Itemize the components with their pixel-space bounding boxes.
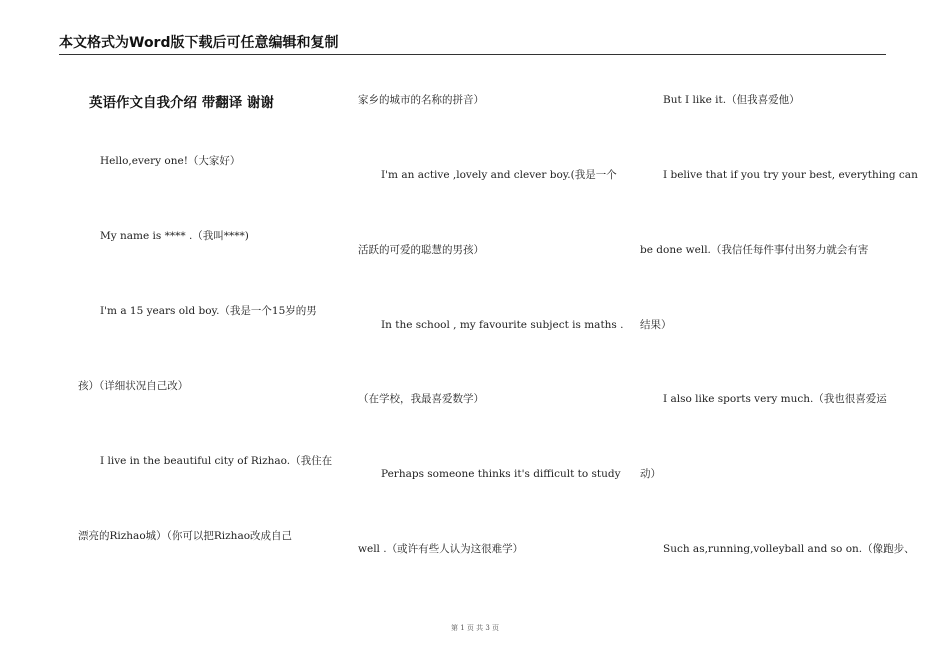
- col2-line: 活跃的可爱的聪慧的男孩）: [358, 244, 484, 256]
- col3-line: But I like it.（但我喜爱他）: [663, 94, 800, 106]
- col2-line: well .（或许有些人认为这很难学）: [358, 543, 524, 555]
- col2-line: I'm an active ,lovely and clever boy.(我是一个: [381, 169, 617, 181]
- col1-line: I live in the beautiful city of Rizhao.（我住在: [100, 455, 333, 467]
- col2-line: 家乡的城市的名称的拼音）: [358, 94, 484, 106]
- col3-line: be done well.（我信任每件事付出努力就会有害: [640, 244, 869, 256]
- col3-line: 结果）: [640, 319, 672, 331]
- document-title: 英语作文自我介绍 带翻译 谢谢: [89, 95, 274, 111]
- header-title: 本文格式为Word版下载后可任意编辑和复制: [59, 35, 339, 51]
- col1-line: My name is **** .（我叫****): [100, 230, 249, 242]
- col1-line: 漂亮的Rizhao城）（你可以把Rizhao改成自己: [78, 530, 293, 542]
- col1-line: I'm a 15 years old boy.（我是一个15岁的男: [100, 305, 317, 317]
- col2-line: （在学校，我最喜爱数学）: [358, 393, 484, 405]
- col3-line: I also like sports very much.（我也很喜爱运: [663, 393, 887, 405]
- col2-line: Perhaps someone thinks it's difficult to study: [381, 468, 621, 480]
- page-header: [59, 34, 886, 55]
- col3-line: I belive that if you try your best, everything can: [663, 169, 918, 181]
- col2-line: In the school , my favourite subject is maths .: [381, 319, 624, 331]
- col3-line: Such as,running,volleyball and so on.（像跑步、: [663, 543, 915, 555]
- page-footer: 第 1 页 共 3 页: [450, 624, 500, 632]
- col1-line: 孩）（详细状况自己改）: [78, 380, 189, 392]
- col3-line: 动）: [640, 468, 661, 480]
- col1-line: Hello,every one!（大家好）: [100, 155, 241, 167]
